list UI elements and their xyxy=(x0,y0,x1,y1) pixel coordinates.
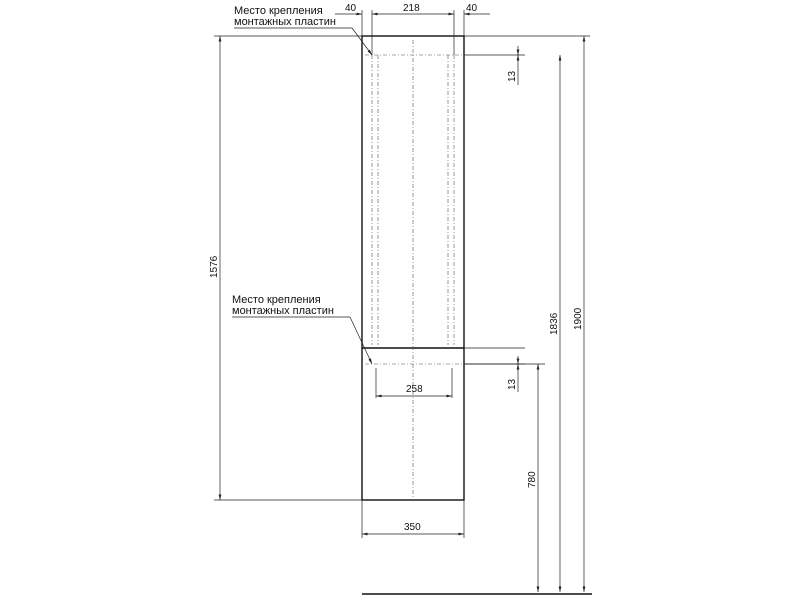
dim-780: 780 xyxy=(527,471,538,488)
label-mid-line2: монтажных пластин xyxy=(232,305,334,317)
dim-1576: 1576 xyxy=(209,255,220,278)
dim-258: 258 xyxy=(406,384,423,395)
dim-top-right-40: 40 xyxy=(466,3,478,14)
label-mid-line1: Место крепления xyxy=(232,294,321,306)
dim-mid-13: 13 xyxy=(507,378,518,390)
label-top-line2: монтажных пластин xyxy=(234,16,336,28)
dim-1836: 1836 xyxy=(549,312,560,335)
dim-1900: 1900 xyxy=(573,307,584,330)
dim-top-218: 218 xyxy=(403,3,420,14)
cabinet-body xyxy=(362,36,464,500)
dim-top-left-40: 40 xyxy=(345,3,357,14)
dim-top-13: 13 xyxy=(507,70,518,82)
dim-350: 350 xyxy=(404,522,421,533)
label-top-line1: Место крепления xyxy=(234,5,323,17)
